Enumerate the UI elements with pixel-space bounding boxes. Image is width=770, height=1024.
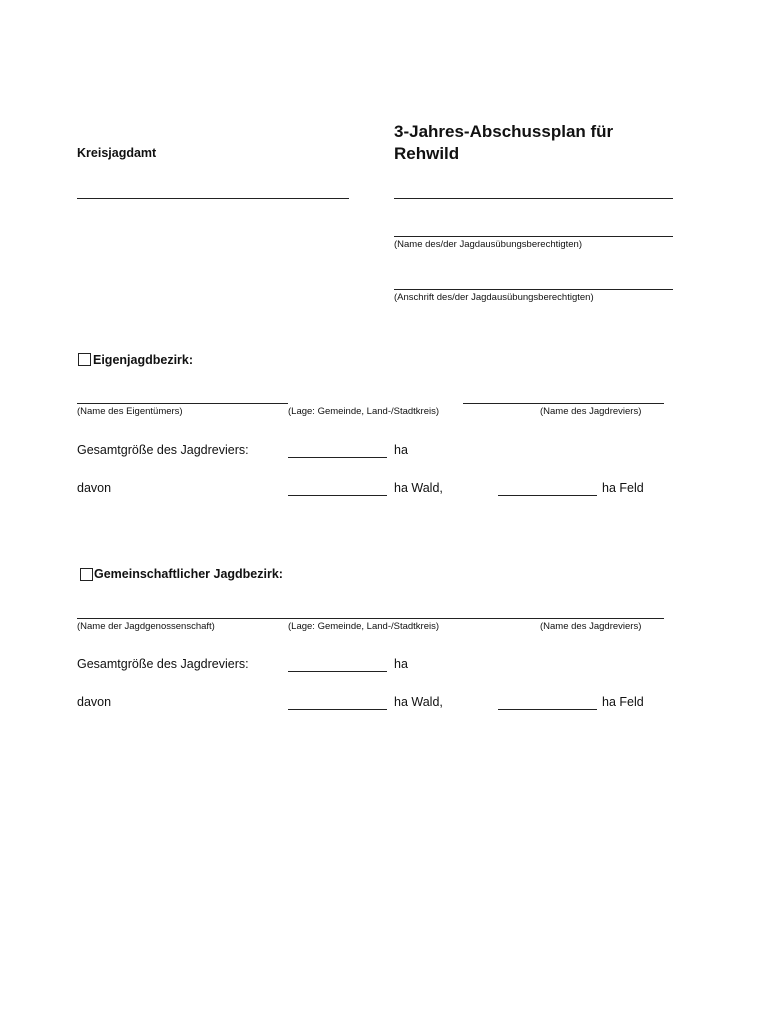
eigen-total-unit: ha	[394, 443, 408, 457]
gemeinschaftlich-heading: Gemeinschaftlicher Jagdbezirk:	[94, 567, 283, 581]
gemein-revier-caption: (Name des Jagdreviers)	[540, 621, 642, 632]
eigen-revier-line[interactable]	[463, 403, 664, 404]
eigen-owner-caption: (Name des Eigentümers)	[77, 406, 183, 417]
eigenjagdbezirk-checkbox[interactable]	[78, 353, 91, 366]
holder-address-caption: (Anschrift des/der Jagdausübungsberechtigten)	[394, 292, 594, 303]
eigen-davon-label: davon	[77, 481, 112, 495]
eigen-revier-caption: (Name des Jagdreviers)	[540, 406, 642, 417]
holder-address-line[interactable]	[394, 289, 673, 290]
gemein-total-label: Gesamtgröße des Jagdreviers:	[77, 657, 249, 671]
form-title-line1: 3-Jahres-Abschussplan für	[394, 122, 614, 141]
gemein-feld-input-line[interactable]	[498, 709, 597, 710]
gemein-davon-label: davon	[77, 695, 112, 709]
holder-name-line[interactable]	[394, 236, 673, 237]
gemein-total-input-line[interactable]	[288, 671, 387, 672]
gemein-total-unit: ha	[394, 657, 408, 671]
gemein-name-line[interactable]	[77, 618, 664, 619]
eigenjagdbezirk-heading: Eigenjagdbezirk:	[93, 353, 194, 367]
title-input-line[interactable]	[394, 198, 673, 199]
gemein-owner-caption: (Name der Jagdgenossenschaft)	[77, 621, 215, 632]
eigen-total-label: Gesamtgröße des Jagdreviers:	[77, 443, 249, 457]
gemein-feld-unit: ha Feld	[602, 695, 644, 709]
office-label: Kreisjagdamt	[77, 146, 157, 160]
eigen-wald-input-line[interactable]	[288, 495, 387, 496]
eigen-location-caption: (Lage: Gemeinde, Land-/Stadtkreis)	[288, 406, 440, 417]
gemeinschaftlich-checkbox[interactable]	[80, 568, 93, 581]
eigen-total-input-line[interactable]	[288, 457, 387, 458]
form-title-line2: Rehwild	[394, 144, 460, 163]
holder-name-caption: (Name des/der Jagdausübungsberechtigten)	[394, 239, 583, 250]
eigen-feld-input-line[interactable]	[498, 495, 597, 496]
eigen-feld-unit: ha Feld	[602, 481, 644, 495]
gemein-wald-input-line[interactable]	[288, 709, 387, 710]
eigen-owner-line[interactable]	[77, 403, 288, 404]
eigen-wald-unit: ha Wald,	[394, 481, 443, 495]
gemein-location-caption: (Lage: Gemeinde, Land-/Stadtkreis)	[288, 621, 440, 632]
office-input-line[interactable]	[77, 198, 349, 199]
gemein-wald-unit: ha Wald,	[394, 695, 443, 709]
